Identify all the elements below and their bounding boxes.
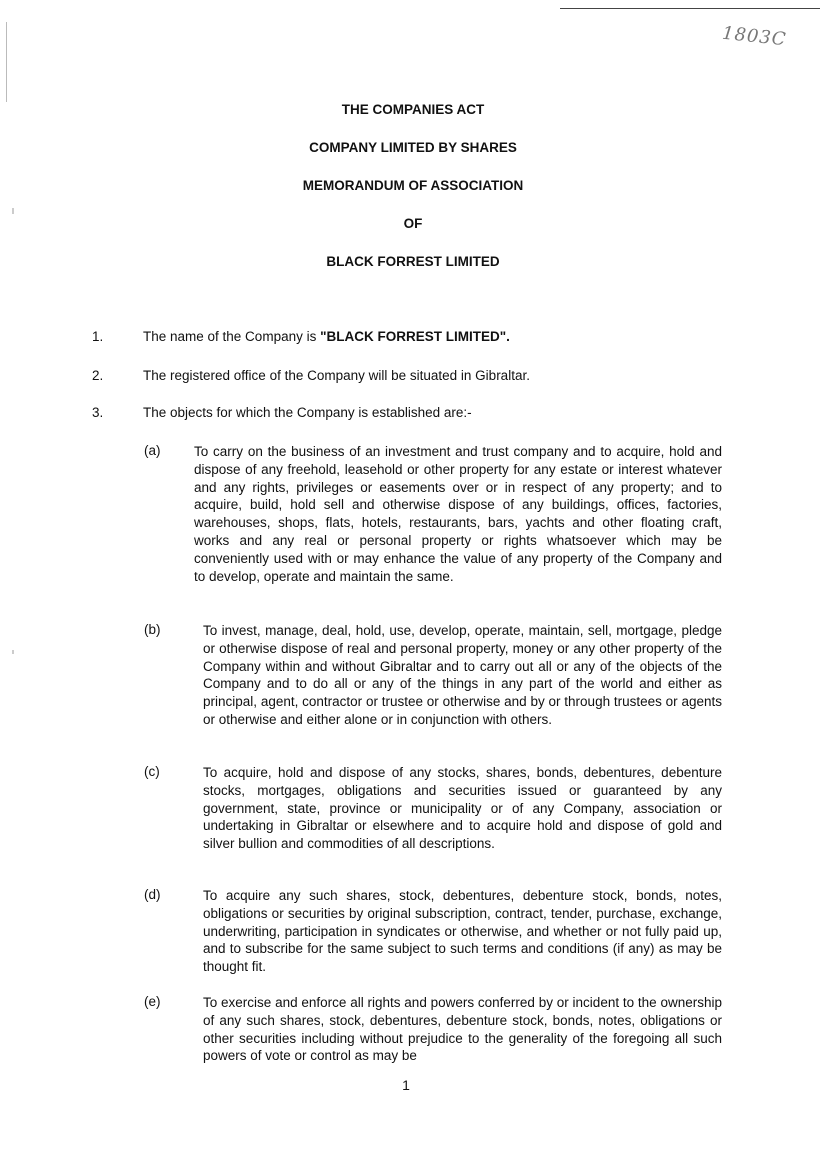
clause-number: 1. (92, 329, 104, 344)
object-paragraph-d: To acquire any such shares, stock, debentures, debenture stock, bonds, notes, obligations or securities by original subscription, contract, tender, purchase, exchange, underwriting, participation in syndicates or otherwise, and whether or not fully paid up, and to subscribe for the same subject to such terms and conditions (if any) as may be thought fit. (203, 888, 722, 975)
of-heading: OF (403, 216, 423, 231)
act-heading: THE COMPANIES ACT (341, 102, 485, 117)
object-paragraph-b: To invest, manage, deal, hold, use, develop, operate, maintain, sell, mortgage, pledge or otherwise dispose of real and personal property, money or any other property of the Company within and without Gibraltar and to carry out all or any of the objects of the Company and to do all or any of the things in any part of the world and either as principal, agent, contractor or trustee or otherwise and by or through trustees or agents or otherwise and either alone or in conjunction with others. (203, 623, 722, 727)
object-letter: (b) (144, 622, 161, 637)
company-name-heading: BLACK FORREST LIMITED (326, 254, 500, 269)
scan-speck (12, 208, 14, 214)
document-title: MEMORANDUM OF ASSOCIATION (302, 178, 524, 193)
object-letter: (a) (144, 443, 161, 458)
clause-number: 3. (92, 405, 104, 420)
handwritten-reference: 1803C (721, 22, 788, 51)
object-paragraph-a: To carry on the business of an investment and trust company and to acquire, hold and dispose of any freehold, leasehold or other property for any estate or interest whatever and any rights, privileges or easements over or in respect of any property; and to acquire, build, hold sell and otherwise dispose of any buildings, offices, factories, warehouses, shops, flats, hotels, restaurants, bars, yachts and other floating craft, works and any real or personal property or rights whatsoever which may be conveniently used with or may enhance the value of any property of the Company and to develop, operate and maintain the same. (194, 444, 722, 584)
page-number: 1 (402, 1077, 410, 1093)
clause-1-text (143, 329, 510, 344)
clause-number: 2. (92, 368, 104, 383)
scan-speck (12, 650, 14, 654)
company-type-heading: COMPANY LIMITED BY SHARES (309, 140, 517, 155)
scan-margin-mark (6, 22, 7, 102)
clause-1-company-name: "BLACK FORREST LIMITED". (320, 329, 510, 344)
top-rule (560, 8, 820, 9)
clause-3-text: The objects for which the Company is established are:- (143, 405, 472, 420)
object-paragraph-e: To exercise and enforce all rights and powers conferred by or incident to the ownership of any such shares, stock, debentures, debenture stock, bonds, notes, obligations or other securities including without prejudice to the generality of the foregoing all such powers of vote or control as may be (203, 995, 722, 1064)
object-letter: (d) (144, 887, 161, 902)
clause-1-lead: The name of the Company is (143, 329, 321, 344)
object-letter: (c) (144, 764, 160, 779)
object-paragraph-c: To acquire, hold and dispose of any stocks, shares, bonds, debentures, debenture stocks, mortgages, obligations and securities issued or guaranteed by any government, state, province or municipality or of any Company, association or undertaking in Gibraltar or elsewhere and to acquire hold and dispose of gold and silver bullion and commodities of all descriptions. (203, 765, 722, 852)
clause-2-text: The registered office of the Company will be situated in Gibraltar. (143, 368, 530, 383)
object-letter: (e) (144, 994, 161, 1009)
